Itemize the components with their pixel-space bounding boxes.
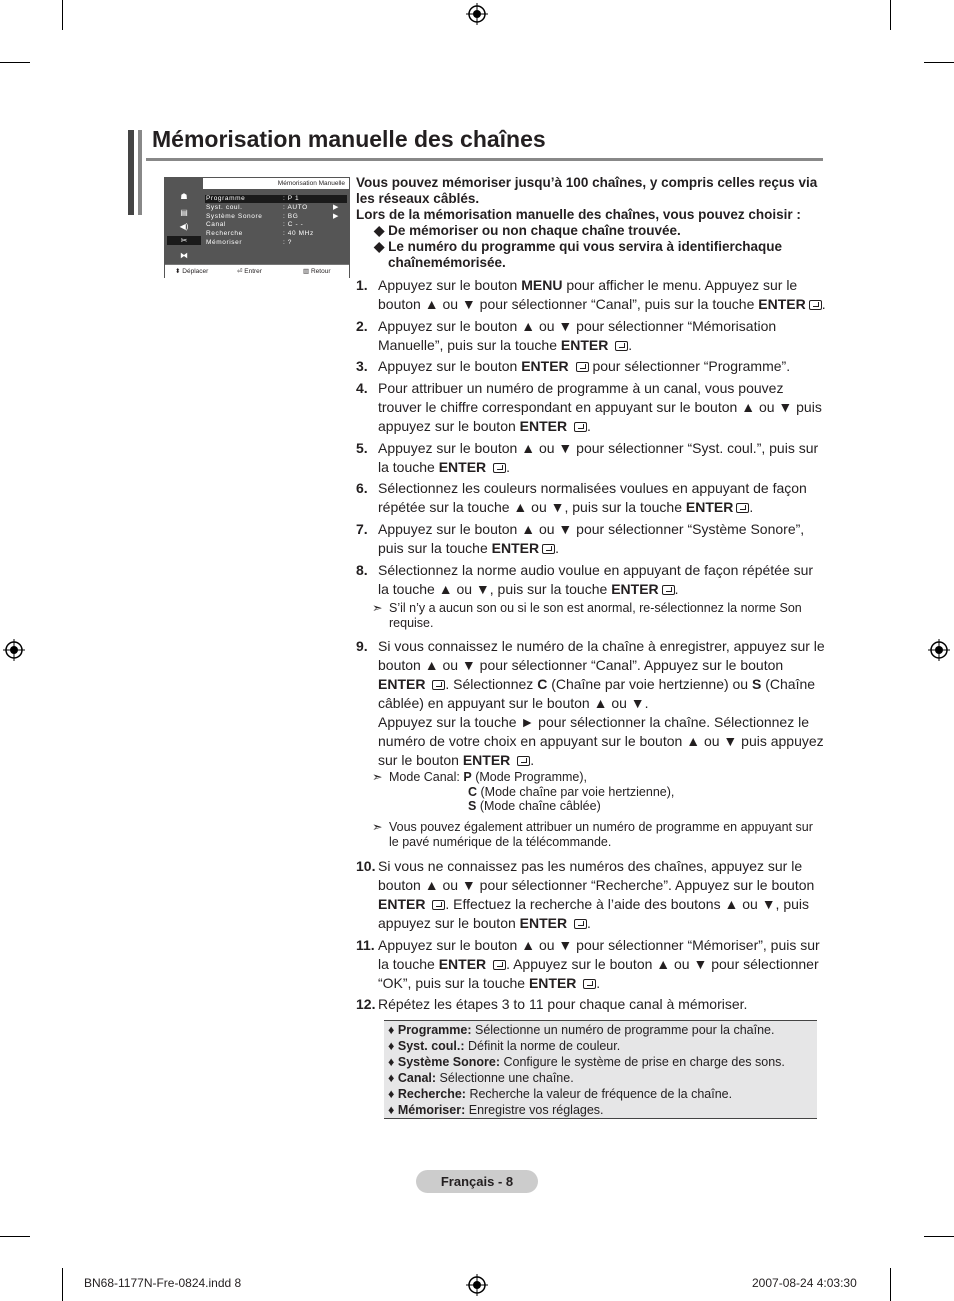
registration-target-icon [466,3,488,25]
note-sound: ➣ S’il n’y a aucun son ou si le son est anormal, re-sélectionnez la norme Son requise. [372,601,802,630]
osd-options [203,189,349,264]
crop-mark [924,1236,954,1237]
osd-header: Mémorisation Manuelle [203,178,349,189]
arrow-icon: ➣ [372,770,383,784]
arrow-icon: ➣ [372,820,383,834]
registration-target-icon [466,1274,488,1296]
step-item: 11. Appuyez sur le bouton ▲ ou ▼ pour sélectionner “Mémoriser”, puis sur la touche ENTER . Appuyez sur le bouton ▲ ou ▼ pour sélectionner “OK”, puis sur la touche ENTER . [356,937,820,991]
step-item: 7. Appuyez sur le bouton ▲ ou ▼ pour sélectionner “Système Sonore”, puis sur la touche ENTER . [356,521,805,556]
glossary-item: ♦ Programme: Sélectionne un numéro de programme pour la chaîne. [388,1023,775,1037]
osd-footer [165,264,349,278]
crop-mark [62,0,63,30]
intro-bullet: ◆ De mémoriser ou non chaque chaîne trouvée. [374,223,681,238]
glossary-item: ♦ Recherche: Recherche la valeur de fréquence de la chaîne. [388,1087,733,1101]
step-item: 12. Répétez les étapes 3 to 11 pour chaque canal à mémoriser. [356,996,748,1012]
note-mode-canal: ➣ Mode Canal: P (Mode Programme), C (Mode chaîne par voie hertzienne), S (Mode chaîne câblée) [372,770,675,813]
osd-row-memoriser: Mémoriser : ? [206,239,293,246]
intro-line: Lors de la mémorisation manuelle des chaînes, vous pouvez choisir : [356,207,801,222]
slug-filename: BN68-1177N-Fre-0824.indd 8 [84,1276,242,1290]
osd-row-recherche: Recherche : 40 MHz [206,230,314,237]
step-item: 10. Si vous ne connaissez pas les numéros des chaînes, appuyez sur le bouton ▲ ou ▼ pour sélectionner “Recherche”. Appuyez sur le bouton ENTER . Effectuez la recherche à l’aide des boutons ▲ ou ▼, puis appuyez sur le bouton ENTER . [356,858,815,931]
osd-row-syst-coul: Syst. coul. : AUTO ▶ [206,204,339,211]
osd-move-hint: ⬍ Déplacer [175,268,209,275]
step-item: 4. Pour attribuer un numéro de programme à un canal, vous pouvez trouver le chiffre correspondant en appuyant sur le bouton ▲ ou ▼ puis appuyez sur le bouton ENTER . [356,380,822,434]
step-item: 3. Appuyez sur le bouton ENTER pour sélectionner “Programme”. [356,358,791,374]
osd-row-systeme-sonore: Système Sonore : BG ▶ [206,213,339,220]
glossary-item: ♦ Canal: Sélectionne une chaîne. [388,1071,574,1085]
setup-icon: ⧓ [180,251,188,260]
crop-mark [890,1268,891,1301]
osd-menu-screenshot [164,177,350,278]
osd-return-hint: ▥ Retour [303,268,331,275]
glossary-item: ♦ Mémoriser: Enregistre vos réglages. [388,1103,604,1117]
title-accent-bar [128,130,134,215]
diamond-icon: ◆ [374,239,389,254]
step-item: 8. Sélectionnez la norme audio voulue en appuyant de façon répétée sur la touche ▲ ou ▼, puis sur la touche ENTER . [356,562,814,597]
arrow-icon: ➣ [372,601,383,615]
enter-icon: ⏎ [237,268,243,275]
step-item: 2. Appuyez sur le bouton ▲ ou ▼ pour sélectionner “Mémorisation Manuelle”, puis sur la touche ENTER . [356,318,777,353]
osd-row-programme: Programme : P 1 [205,195,347,203]
page-number-badge: Français - 8 [416,1170,538,1193]
intro-line: Vous pouvez mémoriser jusqu’à 100 chaînes, y compris celles reçus via les réseaux câblés. [356,175,818,206]
picture-icon: ▤ [180,208,188,217]
antenna-icon: ☗ [180,192,188,201]
sound-icon: ◀) [179,222,189,231]
step-item: 5. Appuyez sur le bouton ▲ ou ▼ pour sélectionner “Syst. coul.”, puis sur la touche ENTER . [356,440,819,475]
glossary-item: ♦ Syst. coul.: Définit la norme de couleur. [388,1039,621,1053]
intro-bullet: ◆ Le numéro du programme qui vous servira à identifierchaque chaînemémorisée. [374,239,782,270]
osd-enter-hint: ⏎ Entrer [237,268,262,275]
title-underline [146,158,823,161]
osd-sidebar [165,178,203,264]
page-title: Mémorisation manuelle des chaînes [152,126,546,152]
crop-mark [62,1268,63,1301]
return-icon: ▥ [303,268,310,275]
crop-mark [890,0,891,30]
crop-mark [924,62,954,63]
intro [356,175,826,271]
slug-date: 2007-08-24 4:03:30 [752,1276,857,1290]
diamond-icon: ◆ [374,223,389,238]
step-item: 9. Si vous connaissez le numéro de la chaîne à enregistrer, appuyez sur le bouton ▲ ou ▼ pour sélectionner “Canal”. Appuyez sur le bouton ENTER . Sélectionnez C (Chaîne par voie hertzienne) ou S (Chaîne câblée) en appuyant sur le bouton ▲ ou ▼. Appuyez sur la touche ► pour sélectionner la chaîne. Sélectionnez le numéro de votre choix en appuyant sur le bouton ▲ ou ▼ puis appuyez sur le bouton ENTER . [356,638,825,768]
crop-mark [0,1236,30,1237]
title-accent-bar [138,130,142,215]
up-down-icon: ⬍ [175,268,181,275]
step-item: 1. Appuyez sur le bouton MENU pour afficher le menu. Appuyez sur le bouton ▲ ou ▼ pour sélectionner “Canal”, puis sur la touche ENTER . [356,277,826,312]
glossary-box [384,1020,817,1119]
osd-row-canal: Canal : C - - [206,221,304,228]
channel-icon: ✂ [167,236,201,245]
glossary-item: ♦ Système Sonore: Configure le système de prise en charge des sons. [388,1055,785,1069]
step-item: 6. Sélectionnez les couleurs normalisées voulues en appuyant de façon répétée sur la touche ▲ ou ▼, puis sur la touche ENTER . [356,480,807,515]
note-numpad: ➣ Vous pouvez également attribuer un numéro de programme en appuyant sur le pavé numérique de la télécommande. [372,820,813,849]
crop-mark [0,62,30,63]
registration-target-icon [928,639,950,661]
registration-target-icon [3,639,25,661]
